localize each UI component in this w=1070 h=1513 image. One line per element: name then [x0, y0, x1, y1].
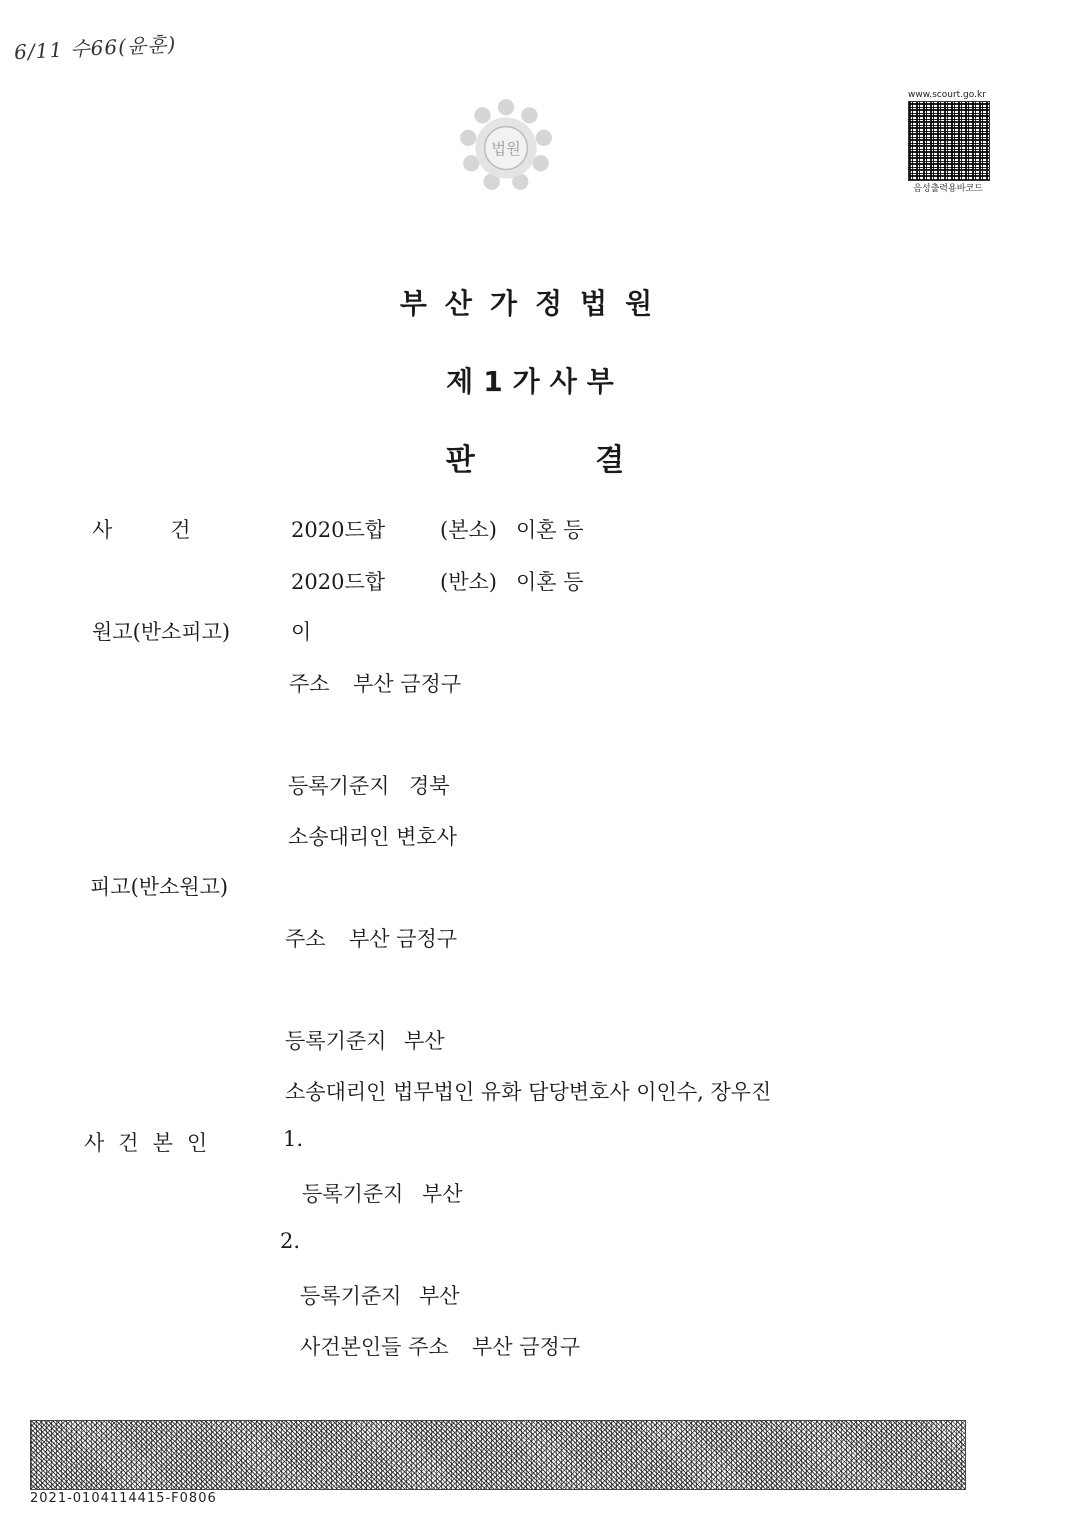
case-type-1: (본소) [440, 518, 497, 542]
division-name: 제1가사부 [446, 365, 624, 398]
document-code: 2021-0104114415-F0806 [30, 1491, 217, 1506]
document-title: 판 결 [445, 443, 625, 478]
handwritten-note: 6/11 수66(윤훈) [13, 31, 177, 65]
security-pattern-band [30, 1420, 966, 1490]
defendant-label: 피고(반소원고) [90, 875, 229, 899]
principal-1-registry-label: 등록기준지 [302, 1182, 404, 1206]
plaintiff-counsel: 소송대리인 변호사 [288, 825, 457, 849]
case-number-2: 2020드합 [291, 570, 386, 594]
principal-1-registry: 부산 [422, 1182, 463, 1206]
case-name-2: 이혼 등 [516, 570, 584, 594]
plaintiff-registry: 경북 [409, 774, 450, 798]
barcode-url: www.scourt.go.kr [908, 90, 986, 100]
case-name-1: 이혼 등 [516, 518, 584, 542]
principals-address-label: 사건본인들 주소 [300, 1335, 449, 1359]
plaintiff-name: 이 [291, 620, 312, 644]
principal-1-index: 1. [283, 1127, 304, 1151]
principals-address: 부산 금정구 [472, 1335, 581, 1359]
plaintiff-address-label: 주소 [289, 672, 330, 696]
defendant-address-label: 주소 [285, 927, 326, 951]
case-number-1: 2020드합 [291, 518, 386, 542]
defendant-registry-label: 등록기준지 [285, 1029, 387, 1053]
defendant-registry: 부산 [404, 1029, 445, 1053]
court-name: 부산가정법원 [399, 287, 671, 320]
plaintiff-label: 원고(반소피고) [92, 620, 231, 644]
barcode-caption: 음성출력용바코드 [913, 184, 983, 194]
principals-label: 사건본인 [84, 1131, 222, 1155]
defendant-counsel: 소송대리인 법무법인 유화 담당변호사 이인수, 장우진 [285, 1080, 772, 1104]
principal-2-index: 2. [280, 1229, 301, 1253]
seal-text: 법원 [491, 140, 521, 159]
plaintiff-registry-label: 등록기준지 [288, 774, 390, 798]
case-type-2: (반소) [440, 570, 497, 594]
case-label: 사건 [92, 518, 249, 542]
qr-barcode-icon [908, 101, 990, 181]
plaintiff-address: 부산 금정구 [353, 672, 462, 696]
principal-2-registry: 부산 [419, 1284, 460, 1308]
principal-2-registry-label: 등록기준지 [300, 1284, 402, 1308]
defendant-address: 부산 금정구 [349, 927, 458, 951]
court-seal-icon [455, 95, 557, 197]
